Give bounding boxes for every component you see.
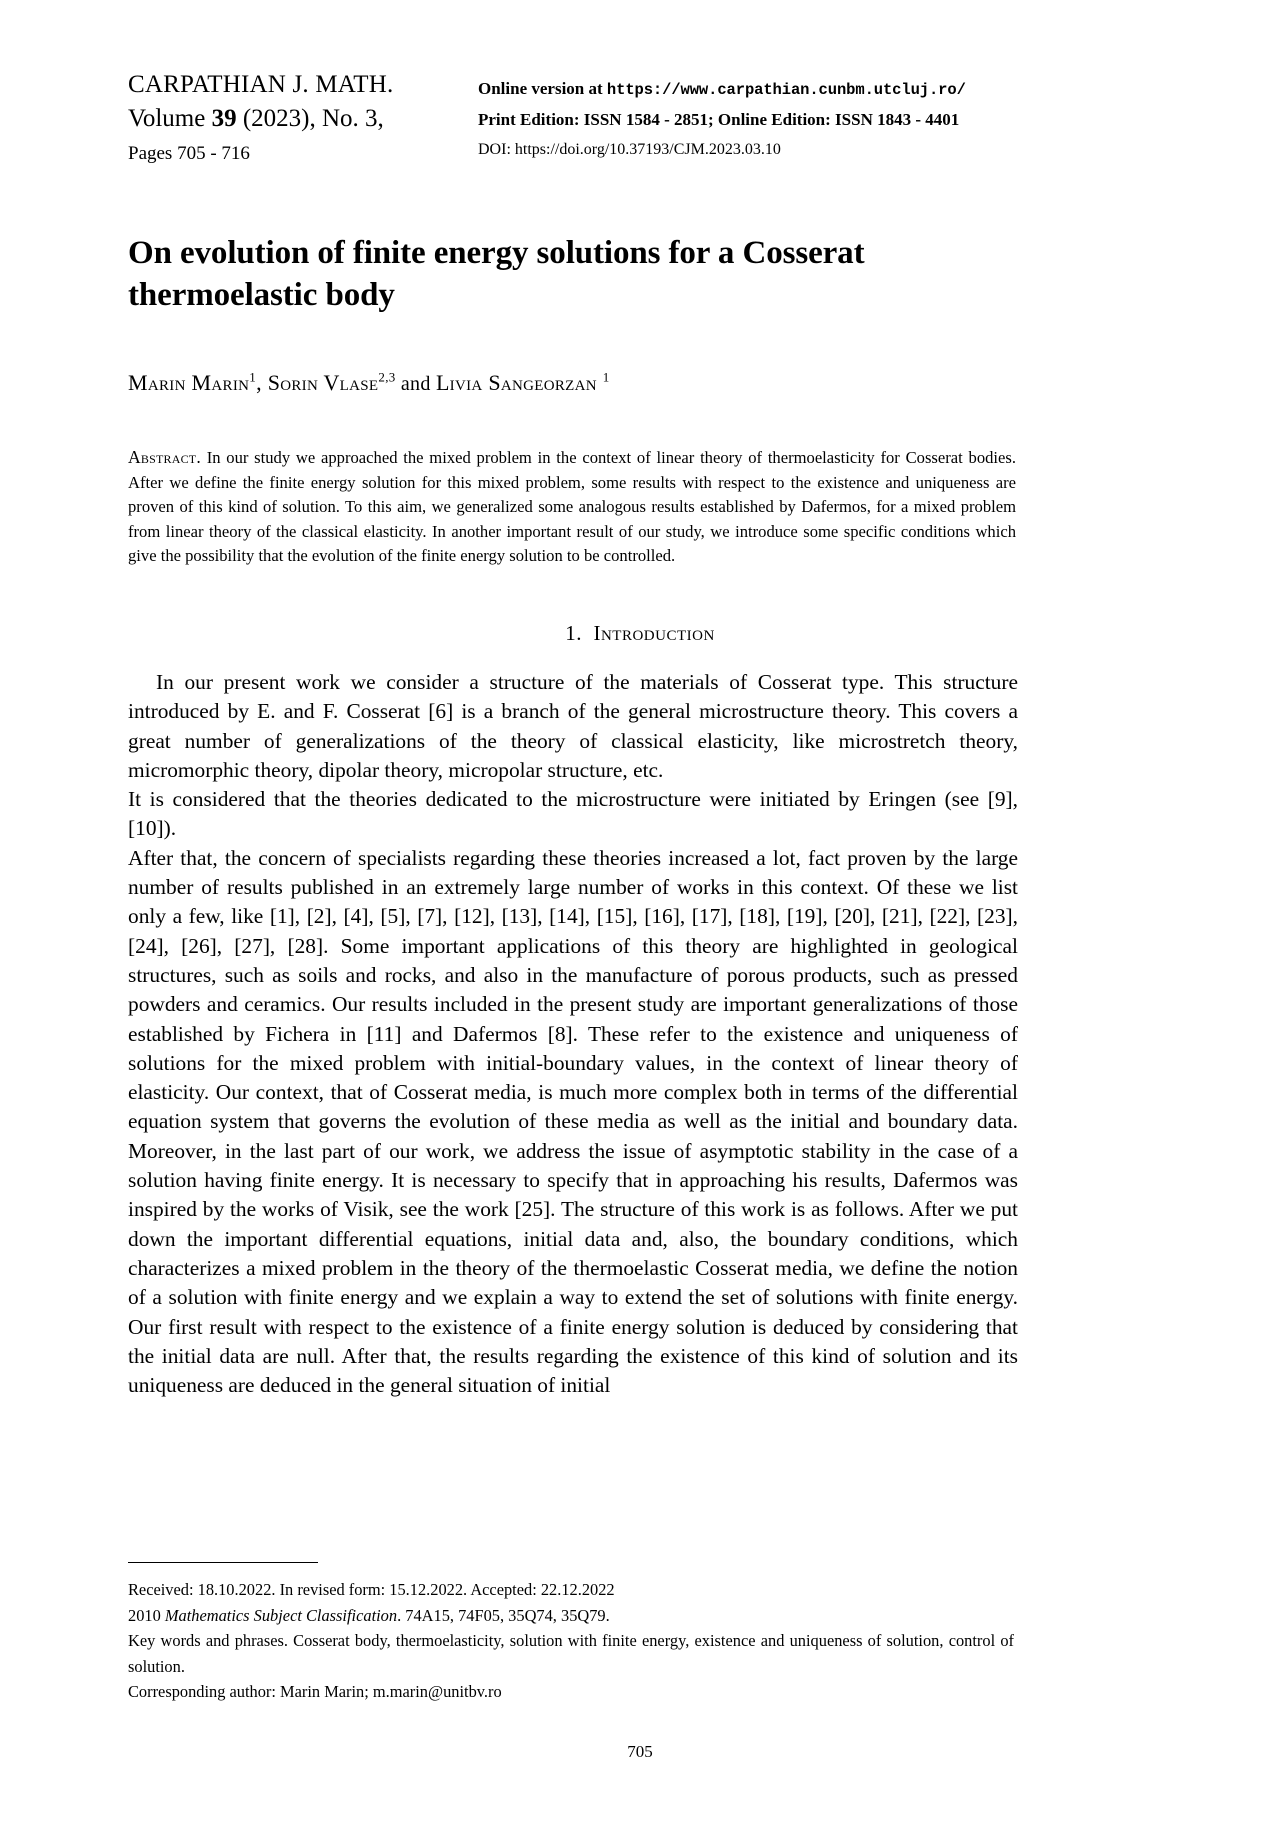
author-separator-1: , <box>256 370 268 395</box>
online-version-line <box>478 74 1152 105</box>
footnote-received: Received: 18.10.2022. In revised form: 15.12.2022. Accepted: 22.12.2022 <box>128 1580 615 1599</box>
masthead <box>128 68 1152 170</box>
abstract <box>128 445 1016 569</box>
volume-prefix: Volume <box>128 105 212 132</box>
volume-suffix: (2023), No. 3, <box>236 105 384 132</box>
body-text <box>128 668 1018 1400</box>
author-1-affiliation-marker: 1 <box>249 369 257 385</box>
online-version-label: Online version at <box>478 79 607 98</box>
author-3-name: Livia Sangeorzan <box>435 370 597 395</box>
msc-codes: . 74A15, 74F05, 35Q74, 35Q79. <box>397 1605 610 1625</box>
author-conjunction: and <box>395 373 436 395</box>
body-paragraph-3: After that, the concern of specialists regarding these theories increased a lot, fact proven by the large number of results published in an extremely large number of works in this context. Of these we list only a few, like [1], [2], [4], [5], [7], [12], [13], [14], [15], [16], [17], [18], [19], [20], [21], [22], [23], [24], [26], [27], [28]. Some important applications of this theory are highlighted in geological structures, such as soils and rocks, and also in the manufacture of porous products, such as pressed powders and ceramics. Our results included in the present study are important generalizations of those established by Fichera in [11] and Dafermos [8]. These refer to the existence and uniqueness of solutions for the mixed problem with initial-boundary values, in the context of linear theory of elasticity. Our context, that of Cosserat media, is much more complex both in terms of the differential equation system that governs the evolution of these media as well as the initial and boundary data. Moreover, in the last part of our work, we address the issue of asymptotic stability in the case of a solution having finite energy. It is necessary to specify that in approaching his results, Dafermos was inspired by the works of Visik, see the work [25]. The structure of this work is as follows. After we put down the important differential equations, initial data and, also, the boundary conditions, which characterizes a mixed problem in the theory of the thermoelastic Cosserat media, we define the notion of a solution with finite energy and we explain a way to extend the set of solutions with finite energy. Our first result with respect to the existence of a finite energy solution is deduced by considering that the initial data are null. After that, the results regarding the existence of this kind of solution and its uniqueness are deduced in the general situation of initial <box>128 845 1018 1398</box>
paper-title: On evolution of finite energy solutions for a Cosserat thermoelastic body <box>128 235 865 313</box>
abstract-label: Abstract. <box>128 447 201 467</box>
section-number: 1. <box>565 620 582 645</box>
msc-label: Mathematics Subject Classification <box>164 1605 398 1625</box>
author-2-affiliation-marker: 2,3 <box>378 369 396 385</box>
author-list <box>128 368 1152 399</box>
masthead-right <box>478 68 1152 165</box>
author-2-name: Sorin Vlase <box>267 370 379 395</box>
volume-number: 39 <box>211 105 237 132</box>
footnote-msc <box>128 1603 1014 1629</box>
abstract-text: In our study we approached the mixed problem in the context of linear theory of thermoelasticity for Cosserat bodies. After we define the finite energy solution for this mixed problem, some results with respect to the existence and uniqueness are proven of this kind of solution. To this aim, we generalized some analogous results established by Dafermos, for a mixed problem from linear theory of the classical elasticity. In another important result of our study, we introduce some specific conditions which give the possibility that the evolution of the finite energy solution to be controlled. <box>128 448 1016 566</box>
author-3-affiliation-marker: 1 <box>602 369 610 385</box>
msc-year: 2010 <box>128 1605 165 1625</box>
masthead-left <box>128 68 478 170</box>
journal-url[interactable]: https://www.carpathian.cunbm.utcluj.ro/ <box>606 81 966 99</box>
author-1-name: Marin Marin <box>128 370 250 395</box>
footnote-block <box>128 1562 1152 1705</box>
journal-name: CARPATHIAN J. MATH. <box>128 71 394 98</box>
section-heading-introduction <box>128 621 1152 646</box>
issn-line: Print Edition: ISSN 1584 - 2851; Online Edition: ISSN 1843 - 4401 <box>478 110 960 129</box>
doi-line[interactable]: DOI: https://doi.org/10.37193/CJM.2023.03.10 <box>478 141 781 158</box>
section-title: Introduction <box>593 620 715 645</box>
footnote-keywords: Key words and phrases. Cosserat body, thermoelasticity, solution with finite energy, existence and uniqueness of solution, control of solution. <box>128 1631 1014 1676</box>
journal-pages: Pages 705 - 716 <box>128 143 250 164</box>
body-paragraph-2: It is considered that the theories dedicated to the microstructure were initiated by Eringen (see [9], [10]). <box>128 787 1018 841</box>
footnote-corresponding-author: Corresponding author: Marin Marin; m.marin@unitbv.ro <box>128 1682 502 1701</box>
body-paragraph-1: In our present work we consider a structure of the materials of Cosserat type. This structure introduced by E. and F. Cosserat [6] is a branch of the general microstructure theory. This covers a great number of generalizations of the theory of classical elasticity, like microstretch theory, micromorphic theory, dipolar theory, micropolar structure, etc. <box>128 669 1018 782</box>
footnote-divider <box>128 1562 318 1563</box>
journal-volume <box>128 102 478 136</box>
page-number: 705 <box>627 1742 653 1761</box>
